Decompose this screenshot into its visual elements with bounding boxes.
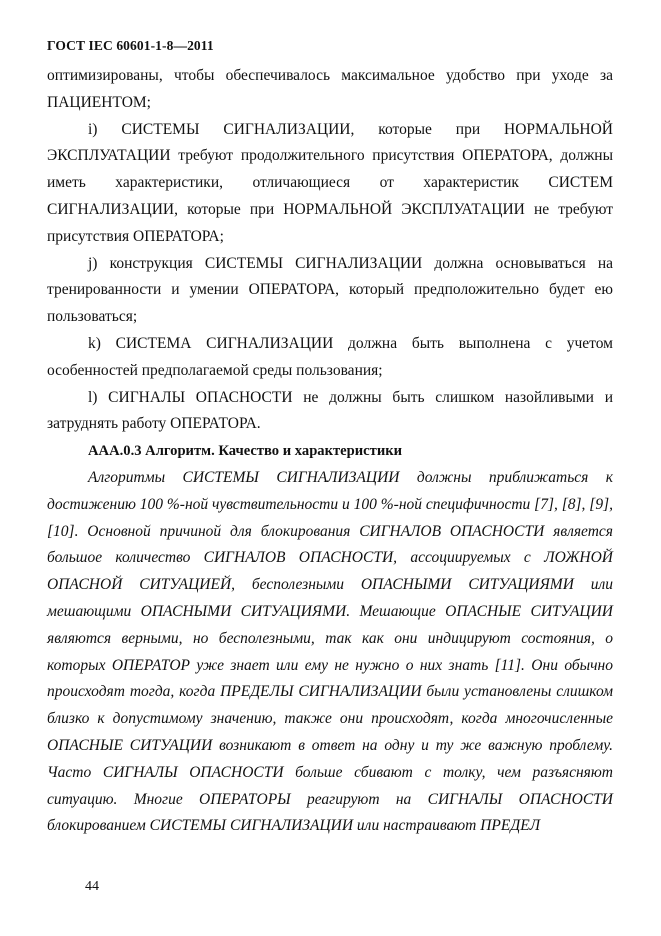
section-heading: ААА.0.3 Алгоритм. Качество и характеристики xyxy=(88,443,403,460)
document-body xyxy=(47,63,613,840)
list-item-j: j) конструкция СИСТЕМЫ СИГНАЛИЗАЦИИ должна основываться на тренированности и умении ОПЕРАТОРА, который предположительно будет ею пользоваться; xyxy=(47,254,613,326)
list-item-k: k) СИСТЕМА СИГНАЛИЗАЦИИ должна быть выполнена с учетом особенностей предполагаемой среды пользования; xyxy=(47,334,613,379)
paragraph-algorithm: Алгоритмы СИСТЕМЫ СИГНАЛИЗАЦИИ должны приближаться к достижению 100 %-ной чувствительности и 100 %-ной специфичности [7], [8], [9], [10]. Основной причиной для блокирования СИГНАЛОВ ОПАСНОСТИ является большое количество СИГНАЛОВ ОПАСНОСТИ, ассоциируемых с ЛОЖНОЙ ОПАСНОЙ СИТУАЦИЕЙ, бесполезными ОПАСНЫМИ СИТУАЦИЯМИ или мешающими ОПАСНЫМИ СИТУАЦИЯМИ. Мешающие ОПАСНЫЕ СИТУАЦИИ являются верными, но бесполезными, так как они индицируют состояния, о которых ОПЕРАТОР уже знает или ему не нужно о них знать [11]. Они обычно происходят тогда, когда ПРЕДЕЛЫ СИГНАЛИЗАЦИИ были установлены слишком близко к допустимому значению, также они происходят, когда многочисленные ОПАСНЫЕ СИТУАЦИИ возникают в ответ на одну и ту же важную проблему. Часто СИГНАЛЫ ОПАСНОСТИ больше сбивают с толку, чем разъясняют ситуацию. Многие ОПЕРАТОРЫ реагируют на СИГНАЛЫ ОПАСНОСТИ блокированием СИСТЕМЫ СИГНАЛИЗАЦИИ или настраивают ПРЕДЕЛ xyxy=(47,468,613,835)
page-number: 44 xyxy=(85,879,99,894)
list-item-l: l) СИГНАЛЫ ОПАСНОСТИ не должны быть слишком назойливыми и затруднять работу ОПЕРАТОРА. xyxy=(47,388,613,433)
paragraph-continuation: оптимизированы, чтобы обеспечивалось максимальное удобство при уходе за ПАЦИЕНТОМ; xyxy=(47,67,613,111)
document-header: ГОСТ IEC 60601-1-8—2011 xyxy=(47,38,214,53)
list-item-i: i) СИСТЕМЫ СИГНАЛИЗАЦИИ, которые при НОРМАЛЬНОЙ ЭКСПЛУАТАЦИИ требуют продолжительного присутствия ОПЕРАТОРА, должны иметь характеристики, отличающиеся от характеристик СИСТЕМ СИГНАЛИЗАЦИИ, которые при НОРМАЛЬНОЙ ЭКСПЛУАТАЦИИ не требуют присутствия ОПЕРАТОРА; xyxy=(47,120,613,245)
